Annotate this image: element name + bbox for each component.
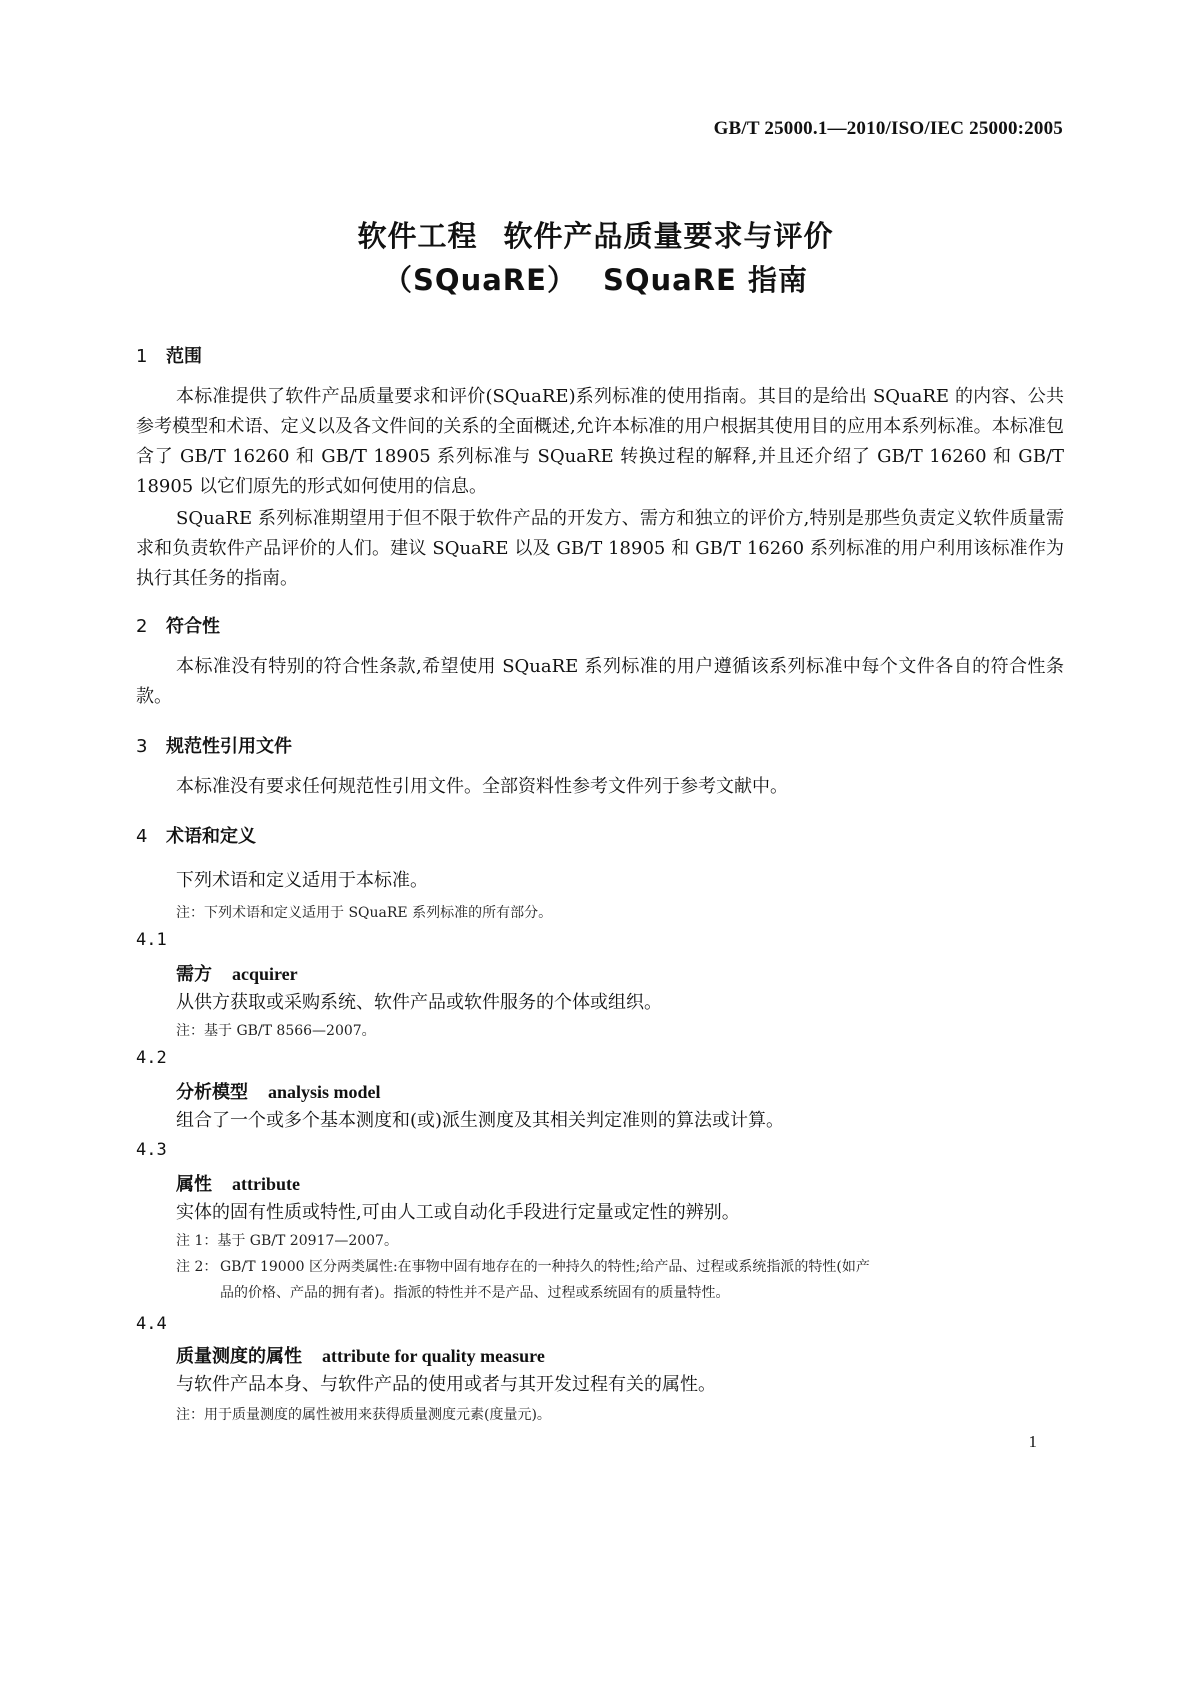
section-title: 规范性引用文件	[166, 736, 292, 757]
section-number: 2	[136, 616, 148, 637]
term-note: 注：用于质量测度的属性被用来获得质量测度元素(度量元)。	[176, 1407, 551, 1423]
title-part-4: SQuaRE 指南	[602, 263, 808, 297]
terms-intro: 下列术语和定义适用于本标准。	[176, 870, 428, 891]
standard-code: GB/T 25000.1—2010/ISO/IEC 25000:2005	[713, 118, 1063, 139]
section-number: 3	[136, 736, 148, 757]
section-heading-scope	[136, 342, 202, 368]
term-en: analysis model	[268, 1082, 381, 1102]
term-definition: 实体的固有性质或特性,可由人工或自动化手段进行定量或定性的辨别。	[176, 1202, 740, 1223]
term-definition: 从供方获取或采购系统、软件产品或软件服务的个体或组织。	[176, 992, 662, 1013]
term-en: acquirer	[232, 964, 298, 984]
term-definition: 与软件产品本身、与软件产品的使用或者与其开发过程有关的属性。	[176, 1374, 716, 1395]
term-en: attribute	[232, 1174, 300, 1194]
title-part-3: （SQuaRE）	[383, 263, 577, 297]
clause-number: 4.3	[136, 1140, 167, 1160]
term-note-1: 注 1：基于 GB/T 20917—2007。	[176, 1233, 398, 1249]
term-definition: 组合了一个或多个基本测度和(或)派生测度及其相关判定准则的算法或计算。	[176, 1110, 785, 1131]
note-label: 注 2：	[176, 1259, 218, 1275]
section-number: 4	[136, 826, 148, 847]
document-title-line2	[0, 258, 1191, 299]
scope-paragraph-2: SQuaRE 系列标准期望用于但不限于软件产品的开发方、需方和独立的评价方,特别是那些负责定义软件质量需求和负责软件产品评价的人们。建议 SQuaRE 以及 GB/T 18905 和 GB/T 16260 系列标准的用户利用该标准作为执行其任务的指南。	[136, 508, 1064, 589]
term-note: 注：基于 GB/T 8566—2007。	[176, 1023, 376, 1039]
page-number: 1	[1028, 1432, 1037, 1451]
section-heading-conformance	[136, 612, 220, 638]
title-part-2: 软件产品质量要求与评价	[503, 219, 834, 253]
clause-number: 4.4	[136, 1314, 167, 1334]
clause-number: 4.1	[136, 930, 167, 950]
term-zh: 质量测度的属性	[176, 1346, 302, 1367]
term-en: attribute for quality measure	[322, 1346, 545, 1366]
terms-note: 注：下列术语和定义适用于 SQuaRE 系列标准的所有部分。	[176, 905, 553, 921]
section-heading-terms	[136, 822, 256, 848]
term-note-2	[176, 1254, 1064, 1306]
term-zh: 属性	[176, 1174, 212, 1195]
references-paragraph: 本标准没有要求任何规范性引用文件。全部资料性参考文件列于参考文献中。	[176, 776, 788, 797]
conformance-paragraph: 本标准没有特别的符合性条款,希望使用 SQuaRE 系列标准的用户遵循该系列标准中每个文件各自的符合性条款。	[136, 656, 1064, 707]
term-heading	[176, 1170, 300, 1196]
document-title-line1	[0, 214, 1191, 255]
title-part-1: 软件工程	[357, 219, 478, 253]
clause-number: 4.2	[136, 1048, 167, 1068]
term-zh: 分析模型	[176, 1082, 248, 1103]
note-text-line2: 品的价格、产品的拥有者)。指派的特性并不是产品、过程或系统固有的质量特性。	[220, 1285, 730, 1301]
note-text-line1: GB/T 19000 区分两类属性:在事物中固有地存在的一种持久的特性;给产品、过程或系统指派的特性(如产	[220, 1259, 870, 1275]
term-zh: 需方	[176, 964, 212, 985]
section-heading-normative-references	[136, 732, 292, 758]
section-number: 1	[136, 346, 148, 367]
term-heading	[176, 960, 298, 986]
scope-paragraph-1: 本标准提供了软件产品质量要求和评价(SQuaRE)系列标准的使用指南。其目的是给出 SQuaRE 的内容、公共参考模型和术语、定义以及各文件间的关系的全面概述,允许本标准的用户根据其使用目的应用本系列标准。本标准包含了 GB/T 16260 和 GB/T 18905 系列标准与 SQuaRE 转换过程的解释,并且还介绍了 GB/T 16260 和 GB/T 18905 以它们原先的形式如何使用的信息。	[136, 386, 1064, 497]
section-title: 术语和定义	[166, 826, 256, 847]
section-title: 范围	[166, 346, 202, 367]
section-title: 符合性	[166, 616, 220, 637]
term-heading	[176, 1342, 545, 1368]
term-heading	[176, 1078, 381, 1104]
